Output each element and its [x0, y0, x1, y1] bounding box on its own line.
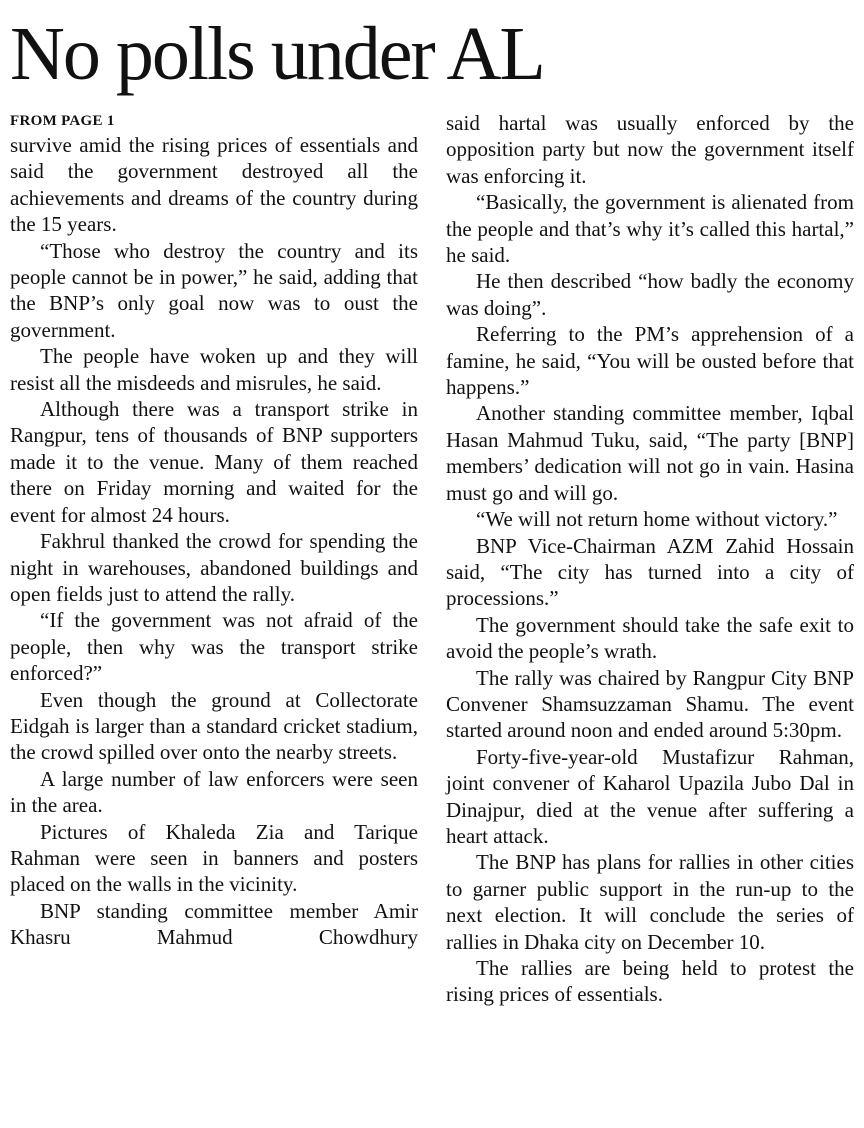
paragraph: Although there was a transport strike in Rangpur, tens of thousands of BNP supporters made it to the venue. Many of them reached there on Friday morning and waited for the event for almost 24 hours.	[10, 397, 418, 527]
paragraph: Even though the ground at Collectorate Eidgah is larger than a standard cricket stadium, the crowd spilled over onto the nearby streets.	[10, 687, 418, 765]
paragraph: The rallies are being held to protest the rising prices of essentials.	[446, 956, 854, 1007]
paragraph: survive amid the rising prices of essentials and said the government destroyed all the achievements and dreams of the country during the 15 years.	[10, 133, 418, 237]
paragraph: Pictures of Khaleda Zia and Tarique Rahman were seen in banners and posters placed on the walls in the vicinity.	[10, 819, 418, 897]
continuation-kicker: FROM PAGE 1	[10, 113, 115, 129]
paragraph: The people have woken up and they will resist all the misdeeds and misrules, he said.	[10, 344, 418, 395]
paragraph: “If the government was not afraid of the people, then why was the transport strike enforced?”	[10, 608, 418, 686]
paragraph: “We will not return home without victory.”	[476, 507, 838, 532]
paragraph: “Basically, the government is alienated from the people and that’s why it’s called this hartal,” he said.	[446, 190, 854, 268]
article-column-left	[10, 110, 418, 951]
paragraph: said hartal was usually enforced by the opposition party but now the government itself was enforcing it.	[446, 111, 854, 188]
paragraph: The government should take the safe exit to avoid the people’s wrath.	[446, 612, 854, 664]
paragraph: Referring to the PM’s apprehension of a famine, he said, “You will be ousted before that happens.”	[446, 322, 854, 400]
paragraph: A large number of law enforcers were seen in the area.	[10, 766, 418, 818]
article-column-right	[446, 110, 854, 1008]
paragraph: The BNP has plans for rallies in other cities to garner public support in the run-up to the next election. It will conclude the series of rallies in Dhaka city on December 10.	[446, 850, 854, 954]
paragraph: He then described “how badly the economy was doing”.	[446, 269, 854, 320]
paragraph: Another standing committee member, Iqbal Hasan Mahmud Tuku, said, “The party [BNP] members’ dedication will not go in vain. Hasina must go and will go.	[446, 401, 854, 505]
paragraph: Fakhrul thanked the crowd for spending the night in warehouses, abandoned buildings and open fields just to attend the rally.	[10, 529, 418, 606]
paragraph: The rally was chaired by Rangpur City BNP Convener Shamsuzzaman Shamu. The event started around noon and ended around 5:30pm.	[446, 665, 854, 743]
paragraph: “Those who destroy the country and its people cannot be in power,” he said, adding that the BNP’s only goal now was to oust the government.	[10, 238, 418, 342]
paragraph: Forty-five-year-old Mustafizur Rahman, joint convener of Kaharol Upazila Jubo Dal in Dinajpur, died at the venue after suffering a heart attack.	[446, 744, 854, 848]
headline: No polls under AL	[10, 12, 544, 96]
paragraph: BNP standing committee member Amir Khasru Mahmud Chowdhury	[10, 898, 418, 950]
paragraph: BNP Vice-Chairman AZM Zahid Hossain said, “The city has turned into a city of processions.”	[446, 533, 854, 611]
